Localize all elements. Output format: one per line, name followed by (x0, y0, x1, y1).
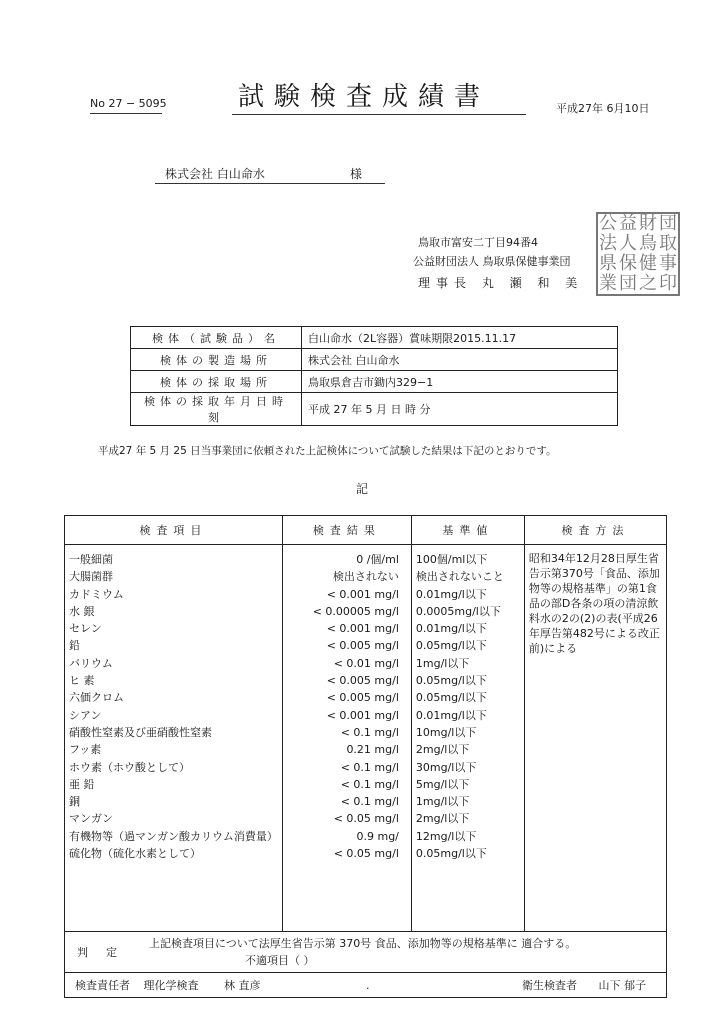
result-result-cell: < 0.001 mg/l (326, 587, 399, 601)
result-result-cell: < 0.001 mg/l (326, 622, 399, 636)
recipient-name: 株式会社 白山命水 (165, 167, 265, 181)
sample-info-row (131, 371, 618, 393)
result-standard-cell: 2mg/l以下 (415, 812, 470, 826)
signature-row (65, 973, 667, 998)
result-item-cell: 銅 (69, 795, 80, 809)
sample-info-value: 白山命水（2L容器）賞味期限2015.11.17 (302, 327, 618, 349)
recipient-honorific: 様 (350, 167, 363, 181)
seal-char: 法 (599, 233, 617, 254)
issue-date: 平成27年 6月10日 (556, 102, 650, 115)
result-standard-cell: 2mg/l以下 (415, 743, 470, 757)
document-number: No 27 − 5095 (90, 97, 167, 110)
result-item-cell: 硫化物（硫化水素として） (69, 847, 201, 861)
result-result-cell: < 0.05 mg/l (333, 812, 399, 826)
header-standard: 基準値 (411, 516, 524, 545)
issuer-address: 鳥取市富安二丁目94番4 (418, 236, 538, 249)
result-item-cell: ヒ 素 (69, 674, 95, 688)
title-underline (232, 114, 526, 115)
header-method: 検査方法 (524, 516, 666, 545)
issuer-chairman: 理事長 丸 瀬 和 美 (418, 276, 584, 290)
result-standard-cell: 30mg/l以下 (415, 760, 477, 774)
result-result-cell: 0.21 mg/l (346, 743, 399, 757)
result-result-cell: < 0.1 mg/l (340, 725, 399, 739)
item-column (65, 545, 283, 932)
result-item-cell: フッ素 (69, 743, 102, 757)
seal-char: 人 (619, 233, 637, 254)
result-standard-cell: 0.05mg/l以下 (415, 674, 487, 688)
result-item-cell: 亜 鉛 (69, 777, 95, 791)
judgment-label: 判定 (77, 946, 135, 959)
result-item-cell: 一般細菌 (69, 553, 113, 566)
result-result-cell: 0 /個/ml (356, 553, 399, 566)
sample-info-value: 株式会社 白山命水 (302, 349, 618, 371)
result-standard-cell: 0.05mg/l以下 (415, 847, 487, 861)
result-result-cell: 0.9 mg/ (356, 829, 399, 843)
results-table (64, 515, 667, 998)
sample-info-label: 検体の採取年月日時刻 (131, 393, 302, 426)
judgment-row (65, 932, 667, 973)
seal-char: 団 (619, 273, 637, 294)
sample-info-row (131, 393, 618, 426)
result-column (282, 545, 411, 932)
result-item-cell: 大腸菌群 (69, 570, 113, 584)
responsible-name: 林 直彦 (224, 979, 261, 992)
document-number-underline (90, 113, 162, 114)
result-item-cell: 六価クロム (69, 691, 124, 705)
issuer-organization: 公益財団法人 鳥取県保健事業団 (413, 255, 571, 268)
seal-char: 健 (639, 253, 657, 274)
seal-char: 益 (619, 213, 637, 234)
seal-char: 保 (619, 253, 637, 274)
judgment-line-1: 上記検査項目について法厚生省告示第 370号 食品、添加物等の規格基準に 適合する。 (149, 937, 577, 950)
sample-info-table (130, 326, 618, 426)
result-result-cell: < 0.005 mg/l (326, 674, 399, 688)
result-result-cell: < 0.1 mg/l (340, 795, 399, 809)
result-item-cell: セレン (69, 622, 102, 636)
result-result-cell: 検出されない (332, 570, 399, 584)
official-seal (596, 212, 680, 296)
header-item: 検査項目 (65, 516, 283, 545)
seal-char: 財 (639, 213, 657, 234)
sample-info-label: 検体の製造場所 (131, 349, 302, 371)
sample-info-row (131, 327, 618, 349)
result-result-cell: < 0.005 mg/l (326, 639, 399, 653)
header-result: 検査結果 (282, 516, 411, 545)
sample-info-row (131, 349, 618, 371)
responsible-title: 理化学検査 (143, 979, 199, 992)
result-result-cell: < 0.01 mg/l (333, 656, 399, 670)
ki-heading: 記 (356, 482, 369, 496)
result-result-cell: < 0.001 mg/l (326, 708, 399, 722)
result-standard-cell: 1mg/l以下 (415, 795, 470, 809)
result-item-cell: カドミウム (69, 587, 124, 601)
judgment-line-2: 不適項目（ ） (245, 954, 315, 967)
result-standard-cell: 0.05mg/l以下 (415, 691, 487, 705)
result-item-cell: シアン (69, 708, 102, 722)
result-item-cell: バリウム (69, 656, 113, 670)
result-item-cell: 有機物等（過マンガン酸カリウム消費量） (69, 829, 278, 843)
result-result-cell: < 0.00005 mg/l (312, 604, 399, 618)
recipient-underline (155, 183, 385, 184)
result-standard-cell: 検出されないこと (415, 570, 504, 584)
method-text: 昭和34年12月28日厚生省告示第370号「食品、添加物等の規格基準」の第1食品の部D各条の項の清涼飲料水の2の(2)の表(平成26年厚告第482号による改正前)による (524, 545, 666, 932)
seal-char: 印 (659, 273, 677, 294)
result-item-cell: 鉛 (69, 639, 80, 653)
result-item-cell: マンガン (69, 812, 113, 826)
seal-char: 業 (599, 273, 617, 294)
result-result-cell: < 0.1 mg/l (340, 760, 399, 774)
result-standard-cell: 1mg/l以下 (415, 656, 470, 670)
result-standard-cell: 100個/ml以下 (415, 553, 488, 566)
result-standard-cell: 0.01mg/l以下 (415, 622, 487, 636)
result-standard-cell: 0.01mg/l以下 (415, 587, 487, 601)
result-standard-cell: 0.01mg/l以下 (415, 708, 487, 722)
sample-info-label: 検体（試験品）名 (131, 327, 302, 349)
document-title: 試験検査成績書 (238, 82, 491, 112)
result-standard-cell: 0.0005mg/l以下 (415, 604, 501, 618)
result-standard-cell: 0.05mg/l以下 (415, 639, 487, 653)
sample-info-value: 鳥取県倉吉市鋤内329−1 (302, 371, 618, 393)
result-result-cell: < 0.05 mg/l (333, 847, 399, 861)
result-item-cell: 硝酸性窒素及び亜硝酸性窒素 (69, 725, 212, 739)
seal-char: 鳥 (639, 233, 657, 254)
seal-char: 公 (599, 213, 617, 234)
seal-char: 取 (659, 233, 677, 254)
responsible-label: 検査責任者 (75, 979, 130, 992)
result-item-cell: 水 銀 (69, 604, 95, 618)
seal-char: 之 (639, 273, 657, 294)
signature-mark: . (366, 979, 370, 992)
result-standard-cell: 5mg/l以下 (415, 777, 470, 791)
result-standard-cell: 10mg/l以下 (415, 725, 477, 739)
sample-info-value: 平成 27 年 5 月 日 時 分 (302, 393, 618, 426)
seal-char: 団 (659, 213, 677, 234)
staff-label: 衛生検査者 (522, 979, 577, 992)
staff-name: 山下 郁子 (598, 979, 646, 992)
seal-char: 県 (599, 253, 617, 274)
standard-column (411, 545, 524, 932)
result-item-cell: ホウ素（ホウ酸として） (69, 760, 190, 774)
sample-info-label: 検体の採取場所 (131, 371, 302, 393)
result-standard-cell: 12mg/l以下 (415, 829, 477, 843)
seal-char: 事 (659, 253, 677, 274)
result-result-cell: < 0.1 mg/l (340, 777, 399, 791)
result-result-cell: < 0.005 mg/l (326, 691, 399, 705)
notice-text: 平成27 年 5 月 25 日当事業団に依頼された上記検体について試験した結果は下記のとおりです。 (98, 445, 557, 457)
